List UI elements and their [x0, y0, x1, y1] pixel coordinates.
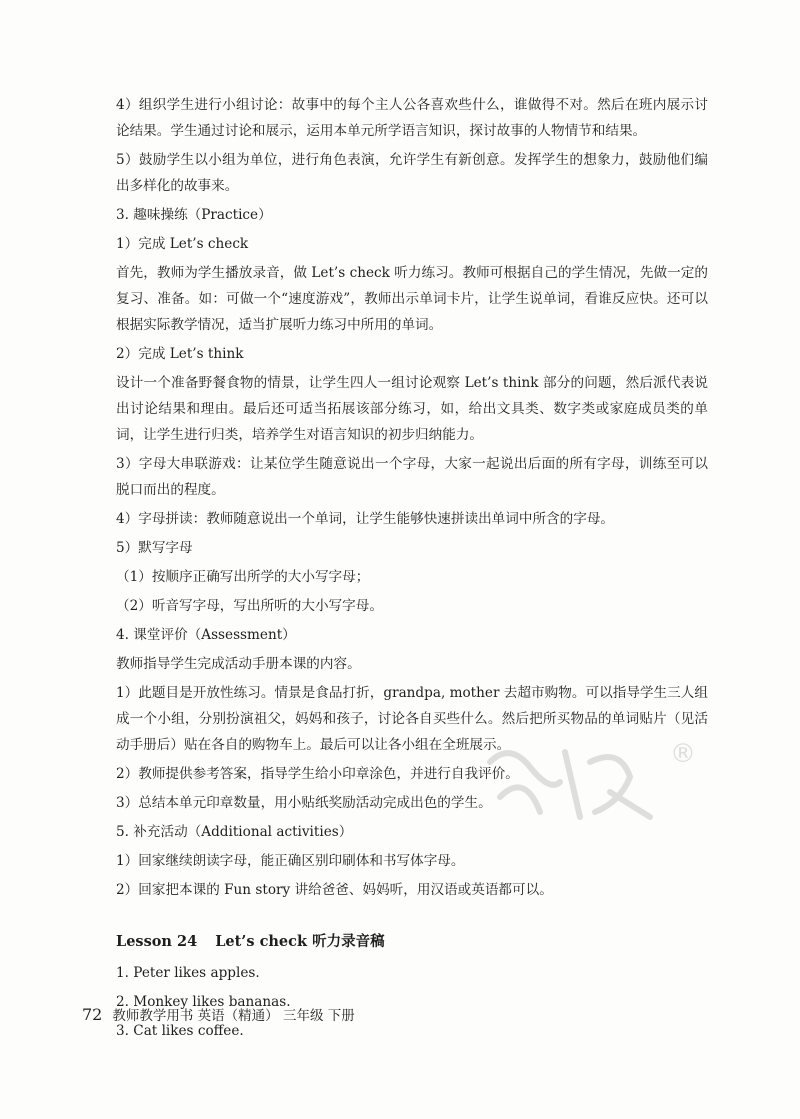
paragraph: 设计一个准备野餐食物的情景，让学生四人一组讨论观察 Let’s think 部分的问题，然后派代表说出讨论结果和理由。最后还可适当拓展该部分练习，如，给出文具类、数字类或家庭成员类的单词，让学生进行归类，培养学生对语言知识的初步归纳能力。 — [116, 375, 708, 443]
body-text — [116, 92, 708, 1047]
lesson-heading — [116, 928, 708, 956]
paragraph: （2）听音写字母，写出所听的大小写字母。 — [116, 598, 383, 614]
paragraph: 4）组织学生进行小组讨论：故事中的每个主人公各喜欢些什么，谁做得不对。然后在班内展示讨论结果。学生通过讨论和展示，运用本单元所学语言知识，探讨故事的人物情节和结果。 — [116, 97, 708, 139]
page-number: 72 — [82, 1005, 103, 1024]
spacer — [116, 906, 708, 928]
section-heading-assessment: 4. 课堂评价（Assessment） — [116, 627, 296, 643]
section-heading-practice: 3. 趣味操练（Practice） — [116, 207, 272, 223]
lesson-code: Lesson 24 — [116, 933, 198, 950]
paragraph: 4）字母拼读：教师随意说出一个单词，让学生能够快速拼读出单词中所含的字母。 — [116, 511, 615, 527]
paragraph: 1）回家继续朗读字母，能正确区别印刷体和书写体字母。 — [116, 853, 465, 869]
script-line: 3. Cat likes coffee. — [116, 1023, 244, 1039]
paragraph: 首先，教师为学生播放录音，做 Let’s check 听力练习。教师可根据自己的学生情况，先做一定的复习、准备。如：可做一个“速度游戏”，教师出示单词卡片，让学生说单词，看谁反应快。还可以根据实际教学情况，适当扩展听力练习中所用的单词。 — [116, 265, 708, 333]
paragraph: 2）回家把本课的 Fun story 讲给爸爸、妈妈听，用汉语或英语都可以。 — [116, 882, 553, 898]
paragraph: 2）教师提供参考答案，指导学生给小印章涂色，并进行自我评价。 — [116, 766, 519, 782]
paragraph: 3）字母大串联游戏：让某位学生随意说出一个字母，大家一起说出后面的所有字母，训练至可以脱口而出的程度。 — [116, 456, 708, 498]
paragraph: 1）完成 Let’s check — [116, 236, 249, 252]
paragraph: 教师指导学生完成活动手册本课的内容。 — [116, 656, 361, 672]
section-heading-additional: 5. 补充活动（Additional activities） — [116, 824, 353, 840]
paragraph: （1）按顺序正确写出所学的大小写字母； — [116, 569, 370, 585]
paragraph: 3）总结本单元印章数量，用小贴纸奖励活动完成出色的学生。 — [116, 795, 492, 811]
book-title: 教师教学用书 英语（精通） 三年级 下册 — [112, 1008, 355, 1024]
paragraph: 2）完成 Let’s think — [116, 346, 244, 362]
page-footer — [82, 1004, 355, 1024]
script-line: 1. Peter likes apples. — [116, 965, 260, 981]
lesson-title: Let’s check 听力录音稿 — [215, 933, 385, 950]
paragraph: 5）鼓励学生以小组为单位，进行角色表演，允许学生有新创意。发挥学生的想象力，鼓励他们编出多样化的故事来。 — [116, 152, 708, 194]
script-line: 2. Monkey likes bananas. — [116, 994, 291, 1010]
registered-mark: ® — [670, 739, 696, 769]
paragraph: 1）此题目是开放性练习。情景是食品打折，grandpa, mother 去超市购物。可以指导学生三人组成一个小组，分别扮演祖父，妈妈和孩子，讨论各自买些什么。然后把所买物品的单词贴片（见活动手册后）贴在各自的购物车上。最后可以让各小组在全班展示。 — [116, 685, 708, 753]
paragraph: 5）默写字母 — [116, 540, 193, 556]
